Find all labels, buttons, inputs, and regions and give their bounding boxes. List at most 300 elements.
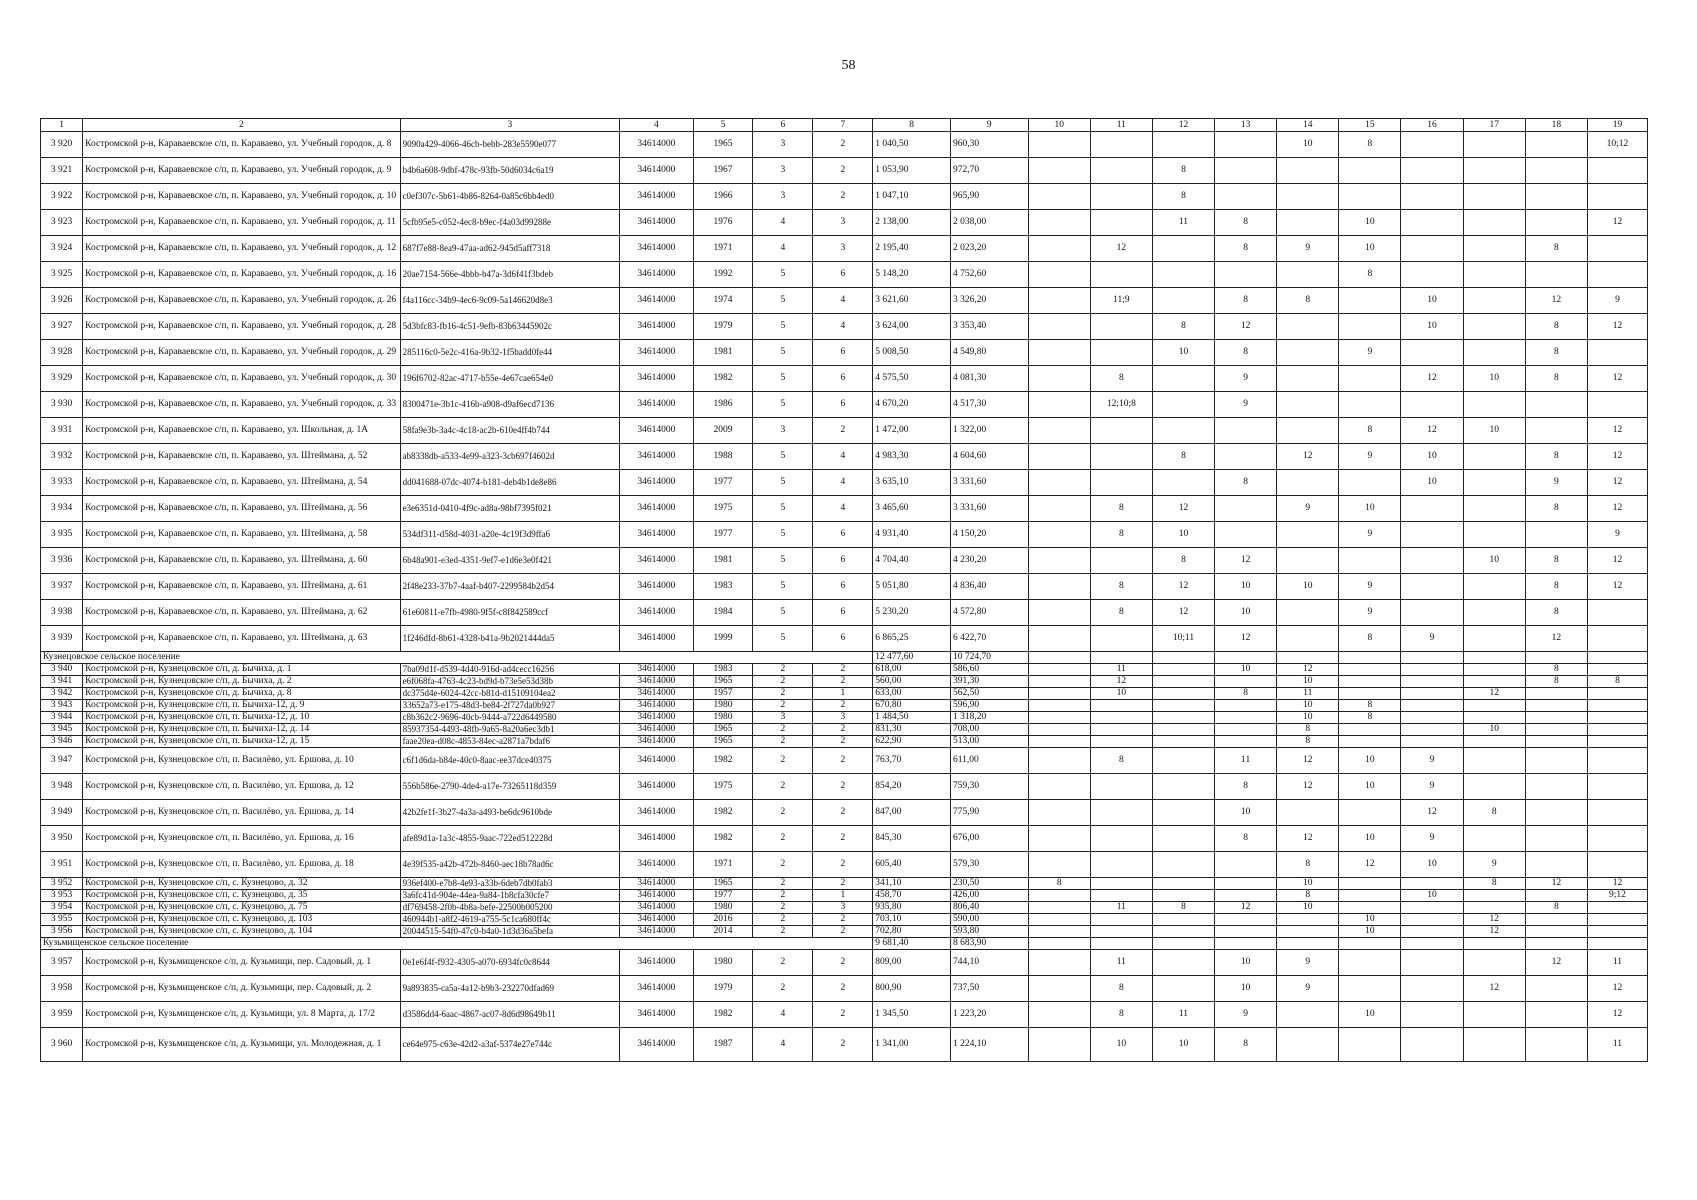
address: Костромской р-н, Кузнецовское с/п, д. Бычиха, д. 1 <box>83 664 400 676</box>
settlement-total-area: 12 477,60 <box>873 652 951 664</box>
work-term-col-15 <box>1339 392 1401 418</box>
build-year: 1976 <box>693 210 753 236</box>
living-area: 391,30 <box>950 676 1028 688</box>
work-term-col-18 <box>1525 522 1587 548</box>
work-term-col-17 <box>1463 236 1525 262</box>
work-term-col-12: 10 <box>1152 340 1214 366</box>
work-term-col-10 <box>1028 314 1090 340</box>
work-term-col-16 <box>1401 1028 1463 1062</box>
total-area: 847,00 <box>873 800 951 826</box>
table-row <box>41 736 1648 748</box>
build-year: 1982 <box>693 748 753 774</box>
work-term-col-11 <box>1090 444 1152 470</box>
work-term-col-11 <box>1090 800 1152 826</box>
oktmo-code: 34614000 <box>620 700 693 712</box>
oktmo-code: 34614000 <box>620 600 693 626</box>
entrances-count: 2 <box>813 914 873 926</box>
column-header-3: 3 <box>400 119 620 132</box>
work-term-col-15: 8 <box>1339 418 1401 444</box>
work-term-col-11 <box>1090 340 1152 366</box>
floors-count: 5 <box>753 548 813 574</box>
work-term-col-12 <box>1152 676 1214 688</box>
build-year: 1965 <box>693 878 753 890</box>
table-row <box>41 774 1648 800</box>
table-row <box>41 262 1648 288</box>
work-term-col-17: 8 <box>1463 878 1525 890</box>
work-term-col-13: 10 <box>1215 976 1277 1002</box>
table-row <box>41 852 1648 878</box>
build-year: 1982 <box>693 366 753 392</box>
build-year: 1974 <box>693 288 753 314</box>
floors-count: 3 <box>753 418 813 444</box>
living-area: 4 572,80 <box>950 600 1028 626</box>
row-number: 3 947 <box>41 748 83 774</box>
entrances-count: 2 <box>813 700 873 712</box>
empty-cell <box>1401 938 1463 950</box>
total-area: 560,00 <box>873 676 951 688</box>
build-year: 1966 <box>693 184 753 210</box>
settlement-name: Кузнецовское сельское поселение <box>41 652 873 664</box>
work-term-col-19: 12 <box>1587 444 1647 470</box>
work-term-col-15 <box>1339 902 1401 914</box>
work-term-col-17 <box>1463 600 1525 626</box>
work-term-col-13: 9 <box>1215 366 1277 392</box>
total-area: 4 704,40 <box>873 548 951 574</box>
build-year: 2016 <box>693 914 753 926</box>
work-term-col-10 <box>1028 366 1090 392</box>
build-year: 1967 <box>693 158 753 184</box>
build-year: 1986 <box>693 392 753 418</box>
settlement-subtotal-row <box>41 938 1648 950</box>
work-term-col-10 <box>1028 548 1090 574</box>
work-term-col-11 <box>1090 314 1152 340</box>
work-term-col-10 <box>1028 340 1090 366</box>
work-term-col-14 <box>1277 926 1339 938</box>
work-term-col-15 <box>1339 1028 1401 1062</box>
work-term-col-12: 10 <box>1152 1028 1214 1062</box>
work-term-col-11 <box>1090 210 1152 236</box>
floors-count: 5 <box>753 392 813 418</box>
work-term-col-16 <box>1401 496 1463 522</box>
entrances-count: 2 <box>813 926 873 938</box>
work-term-col-16 <box>1401 926 1463 938</box>
work-term-col-10 <box>1028 1028 1090 1062</box>
row-number: 3 958 <box>41 976 83 1002</box>
living-area: 230,50 <box>950 878 1028 890</box>
work-term-col-15 <box>1339 976 1401 1002</box>
work-term-col-11: 8 <box>1090 1002 1152 1028</box>
work-term-col-10 <box>1028 626 1090 652</box>
floors-count: 2 <box>753 914 813 926</box>
work-term-col-18 <box>1525 774 1587 800</box>
work-term-col-10: 8 <box>1028 878 1090 890</box>
work-term-col-18 <box>1525 712 1587 724</box>
address: Костромской р-н, Караваевское с/п, п. Караваево, ул. Штеймана, д. 52 <box>83 444 400 470</box>
registry-body <box>41 132 1648 1062</box>
total-area: 3 465,60 <box>873 496 951 522</box>
entrances-count: 6 <box>813 392 873 418</box>
floors-count: 4 <box>753 1028 813 1062</box>
work-term-col-15: 9 <box>1339 522 1401 548</box>
oktmo-code: 34614000 <box>620 548 693 574</box>
table-row <box>41 712 1648 724</box>
address: Костромской р-н, Караваевское с/п, п. Караваево, ул. Штеймана, д. 61 <box>83 574 400 600</box>
work-term-col-12 <box>1152 236 1214 262</box>
living-area: 4 836,40 <box>950 574 1028 600</box>
work-term-col-12 <box>1152 132 1214 158</box>
fias-guid: 33652a73-e175-48d3-be84-2f727da0b927 <box>400 700 620 712</box>
address: Костромской р-н, Караваевское с/п, п. Караваево, ул. Учебный городок, д. 8 <box>83 132 400 158</box>
address: Костромской р-н, Кузнецовское с/п, д. Бычиха, д. 8 <box>83 688 400 700</box>
work-term-col-19: 11 <box>1587 950 1647 976</box>
table-row <box>41 1002 1648 1028</box>
fias-guid: 9a893835-ca5a-4a12-b9b3-232270dfad69 <box>400 976 620 1002</box>
table-row <box>41 1028 1648 1062</box>
work-term-col-10 <box>1028 976 1090 1002</box>
work-term-col-16: 12 <box>1401 418 1463 444</box>
work-term-col-14: 11 <box>1277 688 1339 700</box>
work-term-col-14: 10 <box>1277 574 1339 600</box>
empty-cell <box>1339 938 1401 950</box>
work-term-col-10 <box>1028 748 1090 774</box>
work-term-col-15: 10 <box>1339 748 1401 774</box>
work-term-col-12 <box>1152 826 1214 852</box>
total-area: 5 008,50 <box>873 340 951 366</box>
oktmo-code: 34614000 <box>620 288 693 314</box>
row-number: 3 960 <box>41 1028 83 1062</box>
work-term-col-12 <box>1152 262 1214 288</box>
work-term-col-12 <box>1152 700 1214 712</box>
work-term-col-17 <box>1463 676 1525 688</box>
entrances-count: 2 <box>813 1002 873 1028</box>
row-number: 3 932 <box>41 444 83 470</box>
fias-guid: f4a116cc-34b9-4ec6-9c09-5a146620d8e3 <box>400 288 620 314</box>
work-term-col-18 <box>1525 158 1587 184</box>
entrances-count: 2 <box>813 184 873 210</box>
fias-guid: e3e6351d-0410-4f9c-ad8a-98bf7395f021 <box>400 496 620 522</box>
fias-guid: ce64e975-c63e-42d2-a3af-5374e27e744c <box>400 1028 620 1062</box>
work-term-col-17 <box>1463 826 1525 852</box>
work-term-col-14: 12 <box>1277 444 1339 470</box>
oktmo-code: 34614000 <box>620 470 693 496</box>
column-header-17: 17 <box>1463 119 1525 132</box>
address: Костромской р-н, Кузьмищенское с/п, д. Кузьмищи, пер. Садовый, д. 2 <box>83 976 400 1002</box>
build-year: 1975 <box>693 774 753 800</box>
work-term-col-19: 12 <box>1587 574 1647 600</box>
row-number: 3 959 <box>41 1002 83 1028</box>
fias-guid: 556b586e-2790-4de4-a17e-73265118d359 <box>400 774 620 800</box>
row-number: 3 950 <box>41 826 83 852</box>
work-term-col-19 <box>1587 724 1647 736</box>
row-number: 3 925 <box>41 262 83 288</box>
work-term-col-19 <box>1587 600 1647 626</box>
work-term-col-18 <box>1525 926 1587 938</box>
work-term-col-18: 8 <box>1525 902 1587 914</box>
work-term-col-18: 8 <box>1525 236 1587 262</box>
total-area: 5 051,80 <box>873 574 951 600</box>
floors-count: 5 <box>753 314 813 340</box>
work-term-col-19: 9;12 <box>1587 890 1647 902</box>
address: Костромской р-н, Караваевское с/п, п. Караваево, ул. Штеймана, д. 54 <box>83 470 400 496</box>
work-term-col-18 <box>1525 976 1587 1002</box>
total-area: 6 865,25 <box>873 626 951 652</box>
row-number: 3 937 <box>41 574 83 600</box>
floors-count: 2 <box>753 748 813 774</box>
work-term-col-11: 8 <box>1090 600 1152 626</box>
entrances-count: 2 <box>813 724 873 736</box>
table-row <box>41 366 1648 392</box>
work-term-col-19 <box>1587 826 1647 852</box>
oktmo-code: 34614000 <box>620 418 693 444</box>
row-number: 3 941 <box>41 676 83 688</box>
fias-guid: 6b48a901-e3ed-4351-9ef7-e1d6e3e0f421 <box>400 548 620 574</box>
build-year: 1980 <box>693 700 753 712</box>
work-term-col-19: 12 <box>1587 976 1647 1002</box>
work-term-col-15: 9 <box>1339 444 1401 470</box>
work-term-col-19: 8 <box>1587 676 1647 688</box>
empty-cell <box>1090 938 1152 950</box>
work-term-col-13 <box>1215 890 1277 902</box>
address: Костромской р-н, Кузнецовское с/п, п. Бычиха-12, д. 9 <box>83 700 400 712</box>
work-term-col-15 <box>1339 366 1401 392</box>
build-year: 1965 <box>693 676 753 688</box>
work-term-col-16 <box>1401 184 1463 210</box>
work-term-col-12 <box>1152 878 1214 890</box>
work-term-col-13 <box>1215 262 1277 288</box>
address: Костромской р-н, Кузнецовское с/п, п. Василёво, ул. Ершова, д. 14 <box>83 800 400 826</box>
fias-guid: e6f068fa-4763-4c23-bd9d-b73e5e53d38b <box>400 676 620 688</box>
table-row <box>41 600 1648 626</box>
build-year: 1983 <box>693 664 753 676</box>
work-term-col-17 <box>1463 158 1525 184</box>
fias-guid: 58fa9e3b-3a4c-4c18-ac2b-610e4ff4b744 <box>400 418 620 444</box>
row-number: 3 921 <box>41 158 83 184</box>
work-term-col-17 <box>1463 748 1525 774</box>
work-term-col-17: 10 <box>1463 724 1525 736</box>
work-term-col-11: 12 <box>1090 236 1152 262</box>
work-term-col-17: 10 <box>1463 548 1525 574</box>
build-year: 1971 <box>693 852 753 878</box>
work-term-col-16: 12 <box>1401 366 1463 392</box>
total-area: 845,30 <box>873 826 951 852</box>
build-year: 1979 <box>693 314 753 340</box>
work-term-col-14: 10 <box>1277 700 1339 712</box>
work-term-col-11: 8 <box>1090 366 1152 392</box>
work-term-col-11 <box>1090 700 1152 712</box>
work-term-col-12: 8 <box>1152 548 1214 574</box>
work-term-col-11 <box>1090 914 1152 926</box>
build-year: 1977 <box>693 522 753 548</box>
total-area: 618,00 <box>873 664 951 676</box>
work-term-col-18: 8 <box>1525 366 1587 392</box>
table-row <box>41 748 1648 774</box>
work-term-col-13 <box>1215 184 1277 210</box>
work-term-col-18 <box>1525 852 1587 878</box>
work-term-col-15 <box>1339 676 1401 688</box>
empty-cell <box>1215 652 1277 664</box>
floors-count: 3 <box>753 132 813 158</box>
work-term-col-13: 8 <box>1215 340 1277 366</box>
work-term-col-18: 12 <box>1525 288 1587 314</box>
work-term-col-13: 10 <box>1215 800 1277 826</box>
address: Костромской р-н, Кузьмищенское с/п, д. Кузьмищи, ул. 8 Марта, д. 17/2 <box>83 1002 400 1028</box>
work-term-col-12 <box>1152 392 1214 418</box>
floors-count: 3 <box>753 712 813 724</box>
work-term-col-13 <box>1215 712 1277 724</box>
work-term-col-19 <box>1587 626 1647 652</box>
floors-count: 2 <box>753 688 813 700</box>
address: Костромской р-н, Кузнецовское с/п, с. Кузнецово, д. 35 <box>83 890 400 902</box>
total-area: 1 040,50 <box>873 132 951 158</box>
work-term-col-19: 9 <box>1587 522 1647 548</box>
floors-count: 2 <box>753 976 813 1002</box>
table-row <box>41 236 1648 262</box>
floors-count: 2 <box>753 902 813 914</box>
row-number: 3 924 <box>41 236 83 262</box>
work-term-col-16: 10 <box>1401 444 1463 470</box>
work-term-col-11: 11 <box>1090 664 1152 676</box>
build-year: 1988 <box>693 444 753 470</box>
living-area: 708,00 <box>950 724 1028 736</box>
work-term-col-18 <box>1525 748 1587 774</box>
work-term-col-10 <box>1028 522 1090 548</box>
floors-count: 4 <box>753 210 813 236</box>
fias-guid: df769458-2f0b-4b8a-befe-22500b005200 <box>400 902 620 914</box>
column-header-10: 10 <box>1028 119 1090 132</box>
table-row <box>41 340 1648 366</box>
living-area: 596,90 <box>950 700 1028 712</box>
address: Костромской р-н, Караваевское с/п, п. Караваево, ул. Штеймана, д. 56 <box>83 496 400 522</box>
work-term-col-10 <box>1028 800 1090 826</box>
work-term-col-11 <box>1090 470 1152 496</box>
total-area: 2 138,00 <box>873 210 951 236</box>
work-term-col-11: 11 <box>1090 902 1152 914</box>
work-term-col-10 <box>1028 470 1090 496</box>
address: Костромской р-н, Кузнецовское с/п, с. Кузнецово, д. 75 <box>83 902 400 914</box>
work-term-col-16 <box>1401 392 1463 418</box>
work-term-col-12: 10 <box>1152 522 1214 548</box>
entrances-count: 6 <box>813 548 873 574</box>
work-term-col-10 <box>1028 736 1090 748</box>
oktmo-code: 34614000 <box>620 366 693 392</box>
living-area: 759,30 <box>950 774 1028 800</box>
work-term-col-14 <box>1277 626 1339 652</box>
work-term-col-13: 8 <box>1215 210 1277 236</box>
work-term-col-18 <box>1525 210 1587 236</box>
work-term-col-14 <box>1277 800 1339 826</box>
work-term-col-11 <box>1090 132 1152 158</box>
oktmo-code: 34614000 <box>620 664 693 676</box>
work-term-col-18: 9 <box>1525 470 1587 496</box>
work-term-col-17 <box>1463 950 1525 976</box>
entrances-count: 3 <box>813 902 873 914</box>
work-term-col-10 <box>1028 700 1090 712</box>
entrances-count: 3 <box>813 236 873 262</box>
build-year: 1984 <box>693 600 753 626</box>
work-term-col-14 <box>1277 392 1339 418</box>
work-term-col-11: 8 <box>1090 496 1152 522</box>
table-row <box>41 700 1648 712</box>
living-area: 590,00 <box>950 914 1028 926</box>
empty-cell <box>1028 652 1090 664</box>
row-number: 3 956 <box>41 926 83 938</box>
total-area: 800,90 <box>873 976 951 1002</box>
work-term-col-14: 12 <box>1277 826 1339 852</box>
fias-guid: 285116c0-5e2c-416a-9b32-1f5badd0fe44 <box>400 340 620 366</box>
address: Костромской р-н, Кузнецовское с/п, с. Кузнецово, д. 32 <box>83 878 400 890</box>
work-term-col-15 <box>1339 470 1401 496</box>
oktmo-code: 34614000 <box>620 800 693 826</box>
work-term-col-15 <box>1339 158 1401 184</box>
work-term-col-19 <box>1587 712 1647 724</box>
living-area: 4 150,20 <box>950 522 1028 548</box>
work-term-col-14: 10 <box>1277 712 1339 724</box>
fias-guid: ab8338db-a533-4e99-a323-3cb697f4602d <box>400 444 620 470</box>
work-term-col-17: 12 <box>1463 976 1525 1002</box>
work-term-col-19: 12 <box>1587 470 1647 496</box>
work-term-col-14 <box>1277 210 1339 236</box>
column-header-6: 6 <box>753 119 813 132</box>
work-term-col-11: 11 <box>1090 950 1152 976</box>
work-term-col-15 <box>1339 548 1401 574</box>
entrances-count: 4 <box>813 496 873 522</box>
work-term-col-13 <box>1215 132 1277 158</box>
work-term-col-15 <box>1339 724 1401 736</box>
work-term-col-12 <box>1152 736 1214 748</box>
column-header-19: 19 <box>1587 119 1647 132</box>
work-term-col-14 <box>1277 600 1339 626</box>
oktmo-code: 34614000 <box>620 496 693 522</box>
column-header-13: 13 <box>1215 119 1277 132</box>
work-term-col-15: 8 <box>1339 626 1401 652</box>
work-term-col-18 <box>1525 724 1587 736</box>
settlement-subtotal-row <box>41 652 1648 664</box>
work-term-col-14 <box>1277 340 1339 366</box>
living-area: 965,90 <box>950 184 1028 210</box>
row-number: 3 949 <box>41 800 83 826</box>
build-year: 1977 <box>693 890 753 902</box>
column-header-15: 15 <box>1339 119 1401 132</box>
work-term-col-14 <box>1277 158 1339 184</box>
living-area: 4 517,30 <box>950 392 1028 418</box>
work-term-col-11 <box>1090 826 1152 852</box>
work-term-col-12: 8 <box>1152 444 1214 470</box>
work-term-col-10 <box>1028 236 1090 262</box>
work-term-col-11: 12 <box>1090 676 1152 688</box>
table-row <box>41 522 1648 548</box>
work-term-col-10 <box>1028 1002 1090 1028</box>
work-term-col-10 <box>1028 774 1090 800</box>
work-term-col-10 <box>1028 418 1090 444</box>
work-term-col-11: 8 <box>1090 748 1152 774</box>
living-area: 562,50 <box>950 688 1028 700</box>
table-row <box>41 184 1648 210</box>
oktmo-code: 34614000 <box>620 748 693 774</box>
fias-guid: c0ef307c-5b61-4b86-8264-0a85c6bb4ed0 <box>400 184 620 210</box>
total-area: 341,10 <box>873 878 951 890</box>
work-term-col-16 <box>1401 878 1463 890</box>
address: Костромской р-н, Кузнецовское с/п, п. Василёво, ул. Ершова, д. 16 <box>83 826 400 852</box>
work-term-col-10 <box>1028 262 1090 288</box>
work-term-col-19: 9 <box>1587 288 1647 314</box>
address: Костромской р-н, Караваевское с/п, п. Караваево, ул. Учебный городок, д. 26 <box>83 288 400 314</box>
row-number: 3 955 <box>41 914 83 926</box>
work-term-col-16: 9 <box>1401 774 1463 800</box>
work-term-col-17 <box>1463 574 1525 600</box>
work-term-col-16 <box>1401 522 1463 548</box>
work-term-col-19: 12 <box>1587 1002 1647 1028</box>
work-term-col-16: 12 <box>1401 800 1463 826</box>
